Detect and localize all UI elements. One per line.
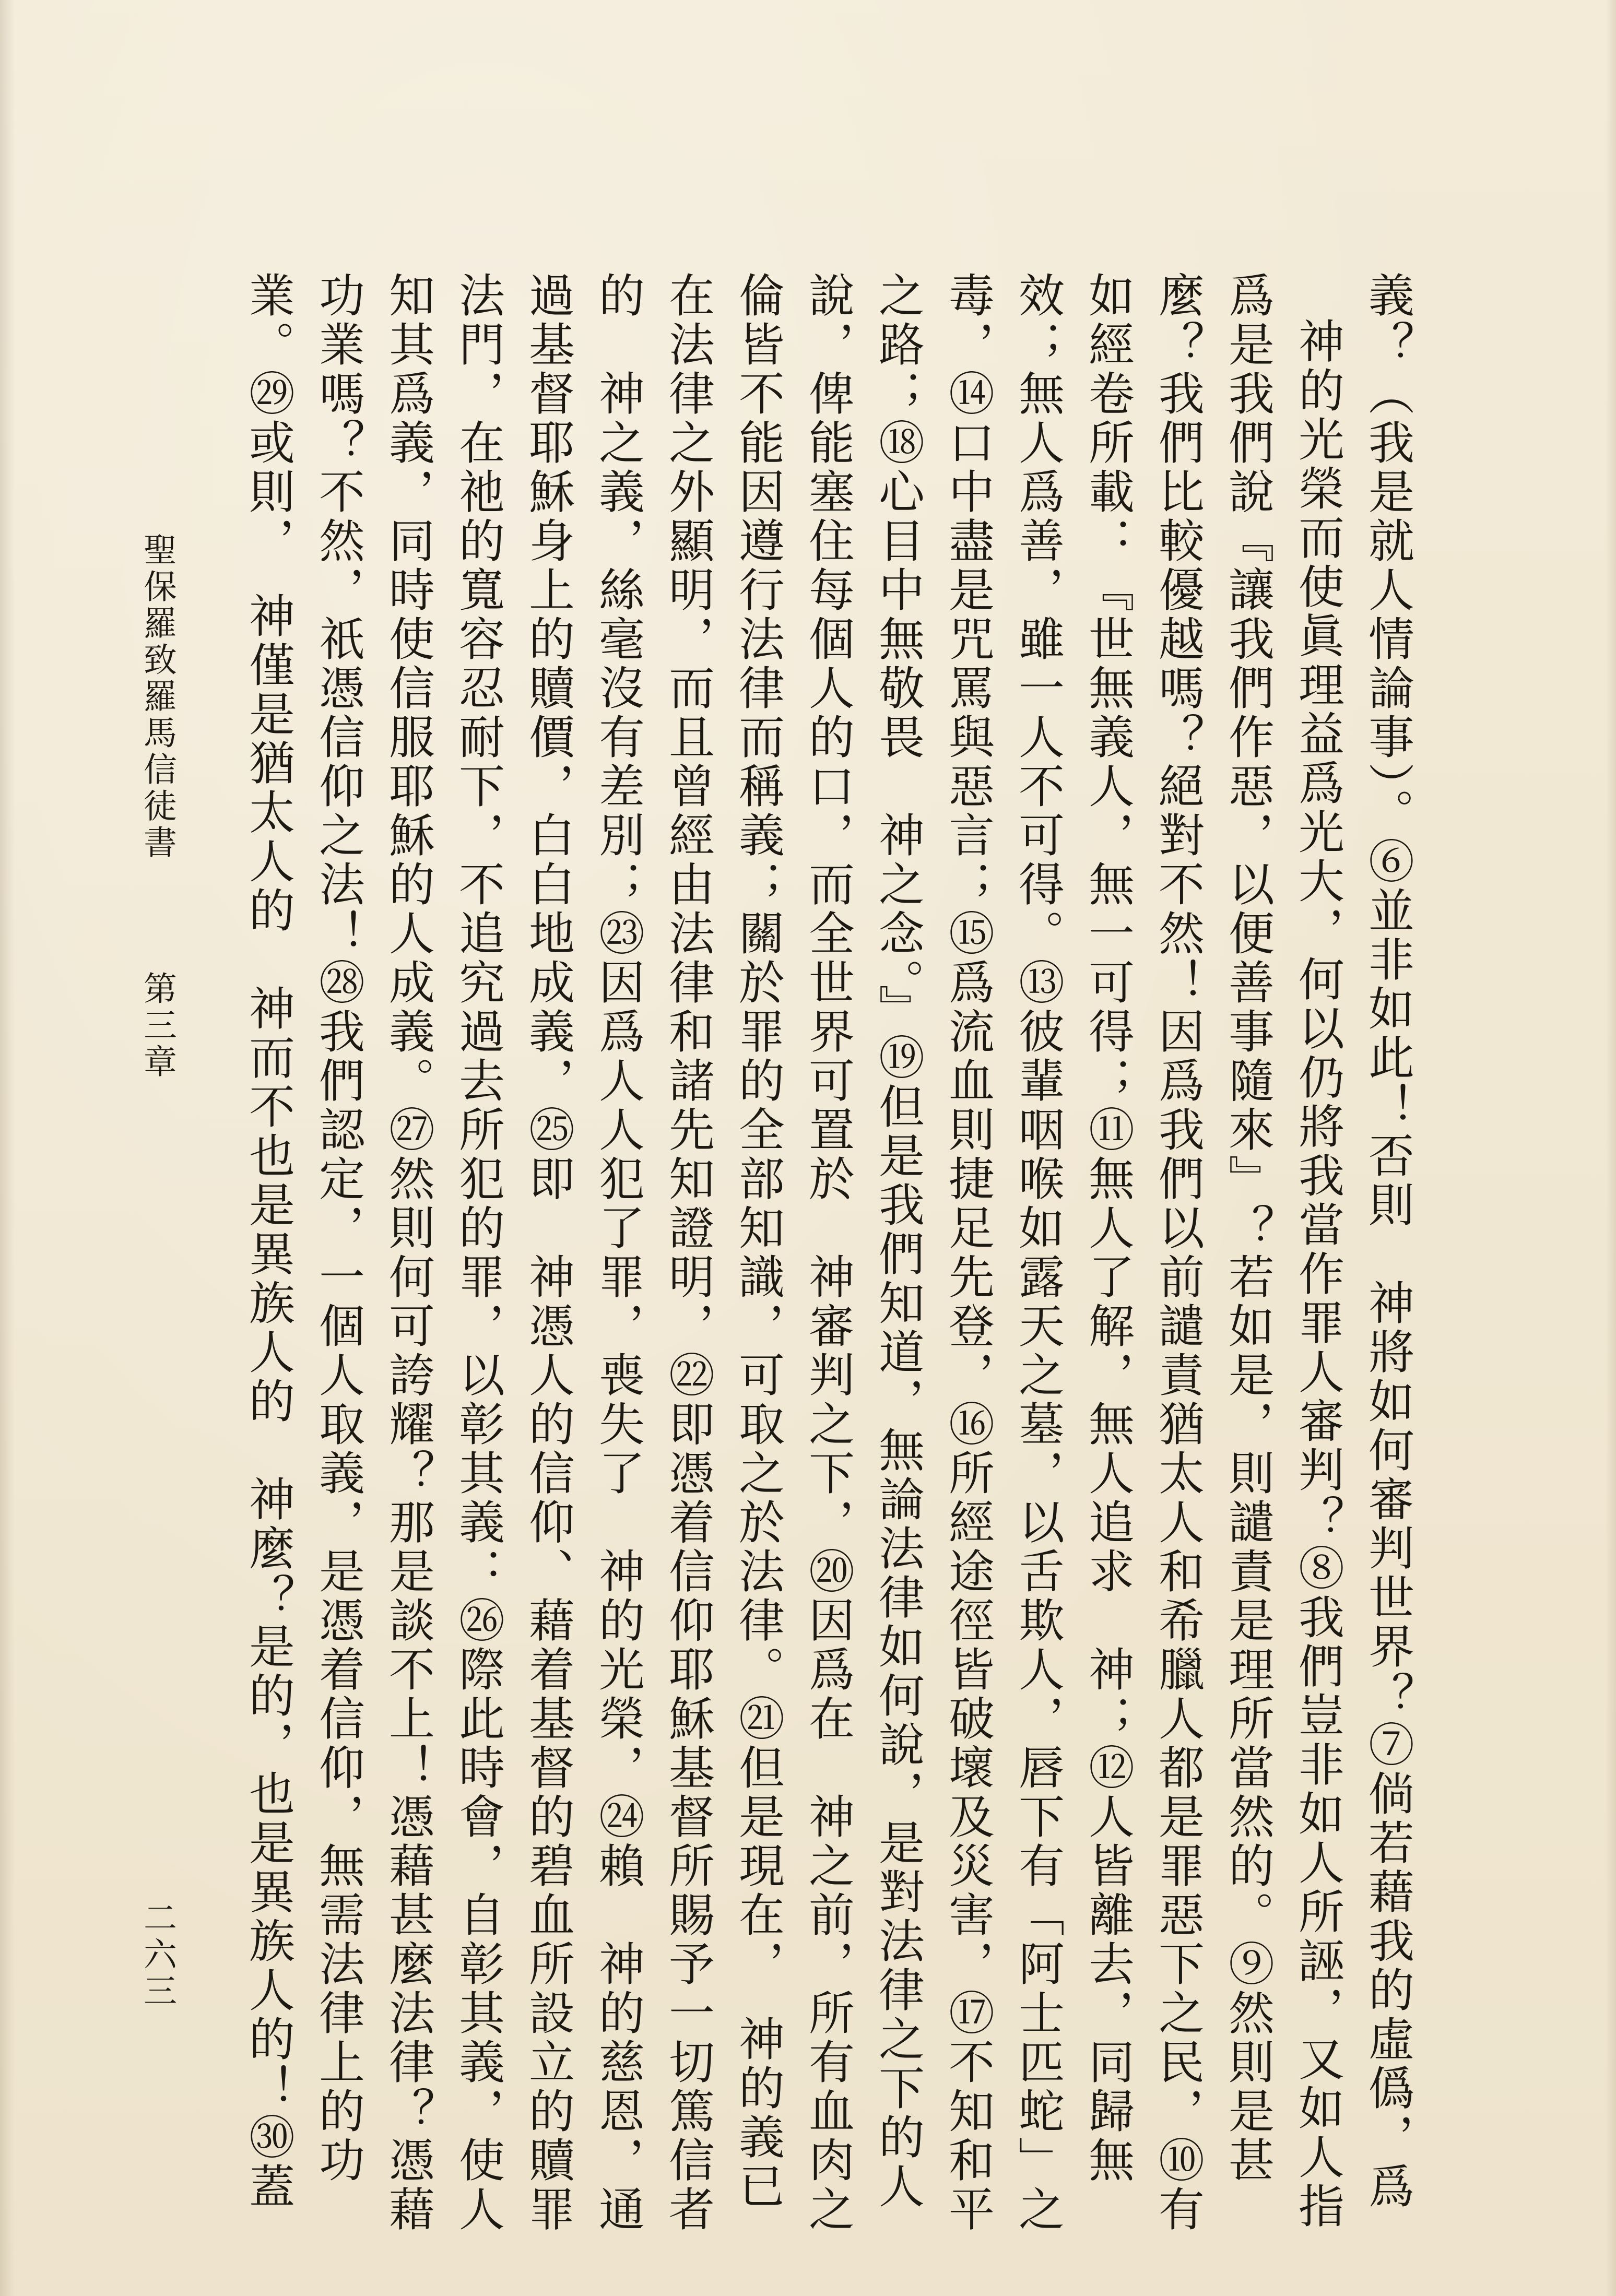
book-title: 聖保羅致羅馬信徒書 (138, 532, 176, 861)
edge-shadow (1606, 0, 1616, 2296)
page-number: 二六三 (138, 1900, 176, 2010)
text-column: 效；無人爲善，雖一人不可得。⑬彼輩咽喉如露天之墓，以舌欺人，唇下有「阿士匹蛇」之 (1011, 271, 1065, 2234)
running-head (133, 532, 181, 2010)
text-column: 如經卷所載：『世無義人，無一可得；⑪無人了解，無人追求 神；⑫人皆離去，同歸無 (1081, 271, 1135, 2185)
text-column: 在法律之外顯明，而且曾經由法律和諸先知證明，㉒即憑着信仰耶穌基督所賜予一切篤信者 (662, 271, 715, 2234)
chapter-label: 第三章 (138, 971, 176, 1081)
text-column: 業。㉙或則， 神僅是猶太人的 神而不也是異族人的 神麼？是的，也是異族人的！㉚蓋 (242, 271, 296, 2211)
text-column: 爲是我們說『讓我們作惡，以便善事隨來』？若如是，則譴責是理所當然的。⑨然則是甚 (1221, 271, 1275, 2185)
text-column: 麼？我們比較優越嗎？絕對不然！因爲我們以前譴責猶太人和希臘人都是罪惡下之民，⑩有 (1151, 271, 1205, 2234)
binding-shadow (0, 0, 15, 2296)
text-column: 過基督耶穌身上的贖價，白白地成義，㉕即 神憑人的信仰、藉着基督的碧血所設立的贖罪 (522, 271, 575, 2234)
text-column: 知其爲義，同時使信服耶穌的人成義。㉗然則何可誇耀？那是談不上！憑藉甚麼法律？憑藉 (382, 271, 435, 2234)
text-column: 的 神之義，絲毫沒有差別；㉓因爲人人犯了罪，喪失了 神的光榮，㉔賴 神的慈恩，通 (592, 271, 645, 2234)
body-text (233, 271, 1423, 2234)
text-column: 說，俾能塞住每個人的口，而全世界可置於 神審判之下，⑳因爲在 神之前，所有血肉之 (801, 271, 855, 2234)
text-column: 義？（我是就人情論事）。⑥並非如此！否則 神將如何審判世界？⑦倘若藉我的虛僞，爲 (1361, 271, 1415, 2211)
text-column: 倫皆不能因遵行法律而稱義；關於罪的全部知識，可取之於法律。㉑但是現在， 神的義已 (732, 271, 785, 2211)
text-column: 之路；⑱心目中無敬畏 神之念。』⑲但是我們知道，無論法律如何說，是對法律之下的人 (871, 271, 925, 2211)
text-column: 功業嗎？不然，祇憑信仰之法！㉘我們認定，一個人取義，是憑着信仰，無需法律上的功 (312, 271, 365, 2185)
text-column: 法門，在祂的寬容忍耐下，不追究過去所犯的罪，以彰其義：㉖際此時會，自彰其義，使人 (452, 271, 505, 2234)
text-column: 毒，⑭口中盡是咒罵與惡言；⑮爲流血則捷足先登，⑯所經途徑皆破壞及災害，⑰不知和平 (941, 271, 995, 2234)
text-column: 神的光榮而使眞理益爲光大，何以仍將我當作罪人審判？⑧我們豈非如人所誣，又如人指 (1291, 317, 1345, 2231)
